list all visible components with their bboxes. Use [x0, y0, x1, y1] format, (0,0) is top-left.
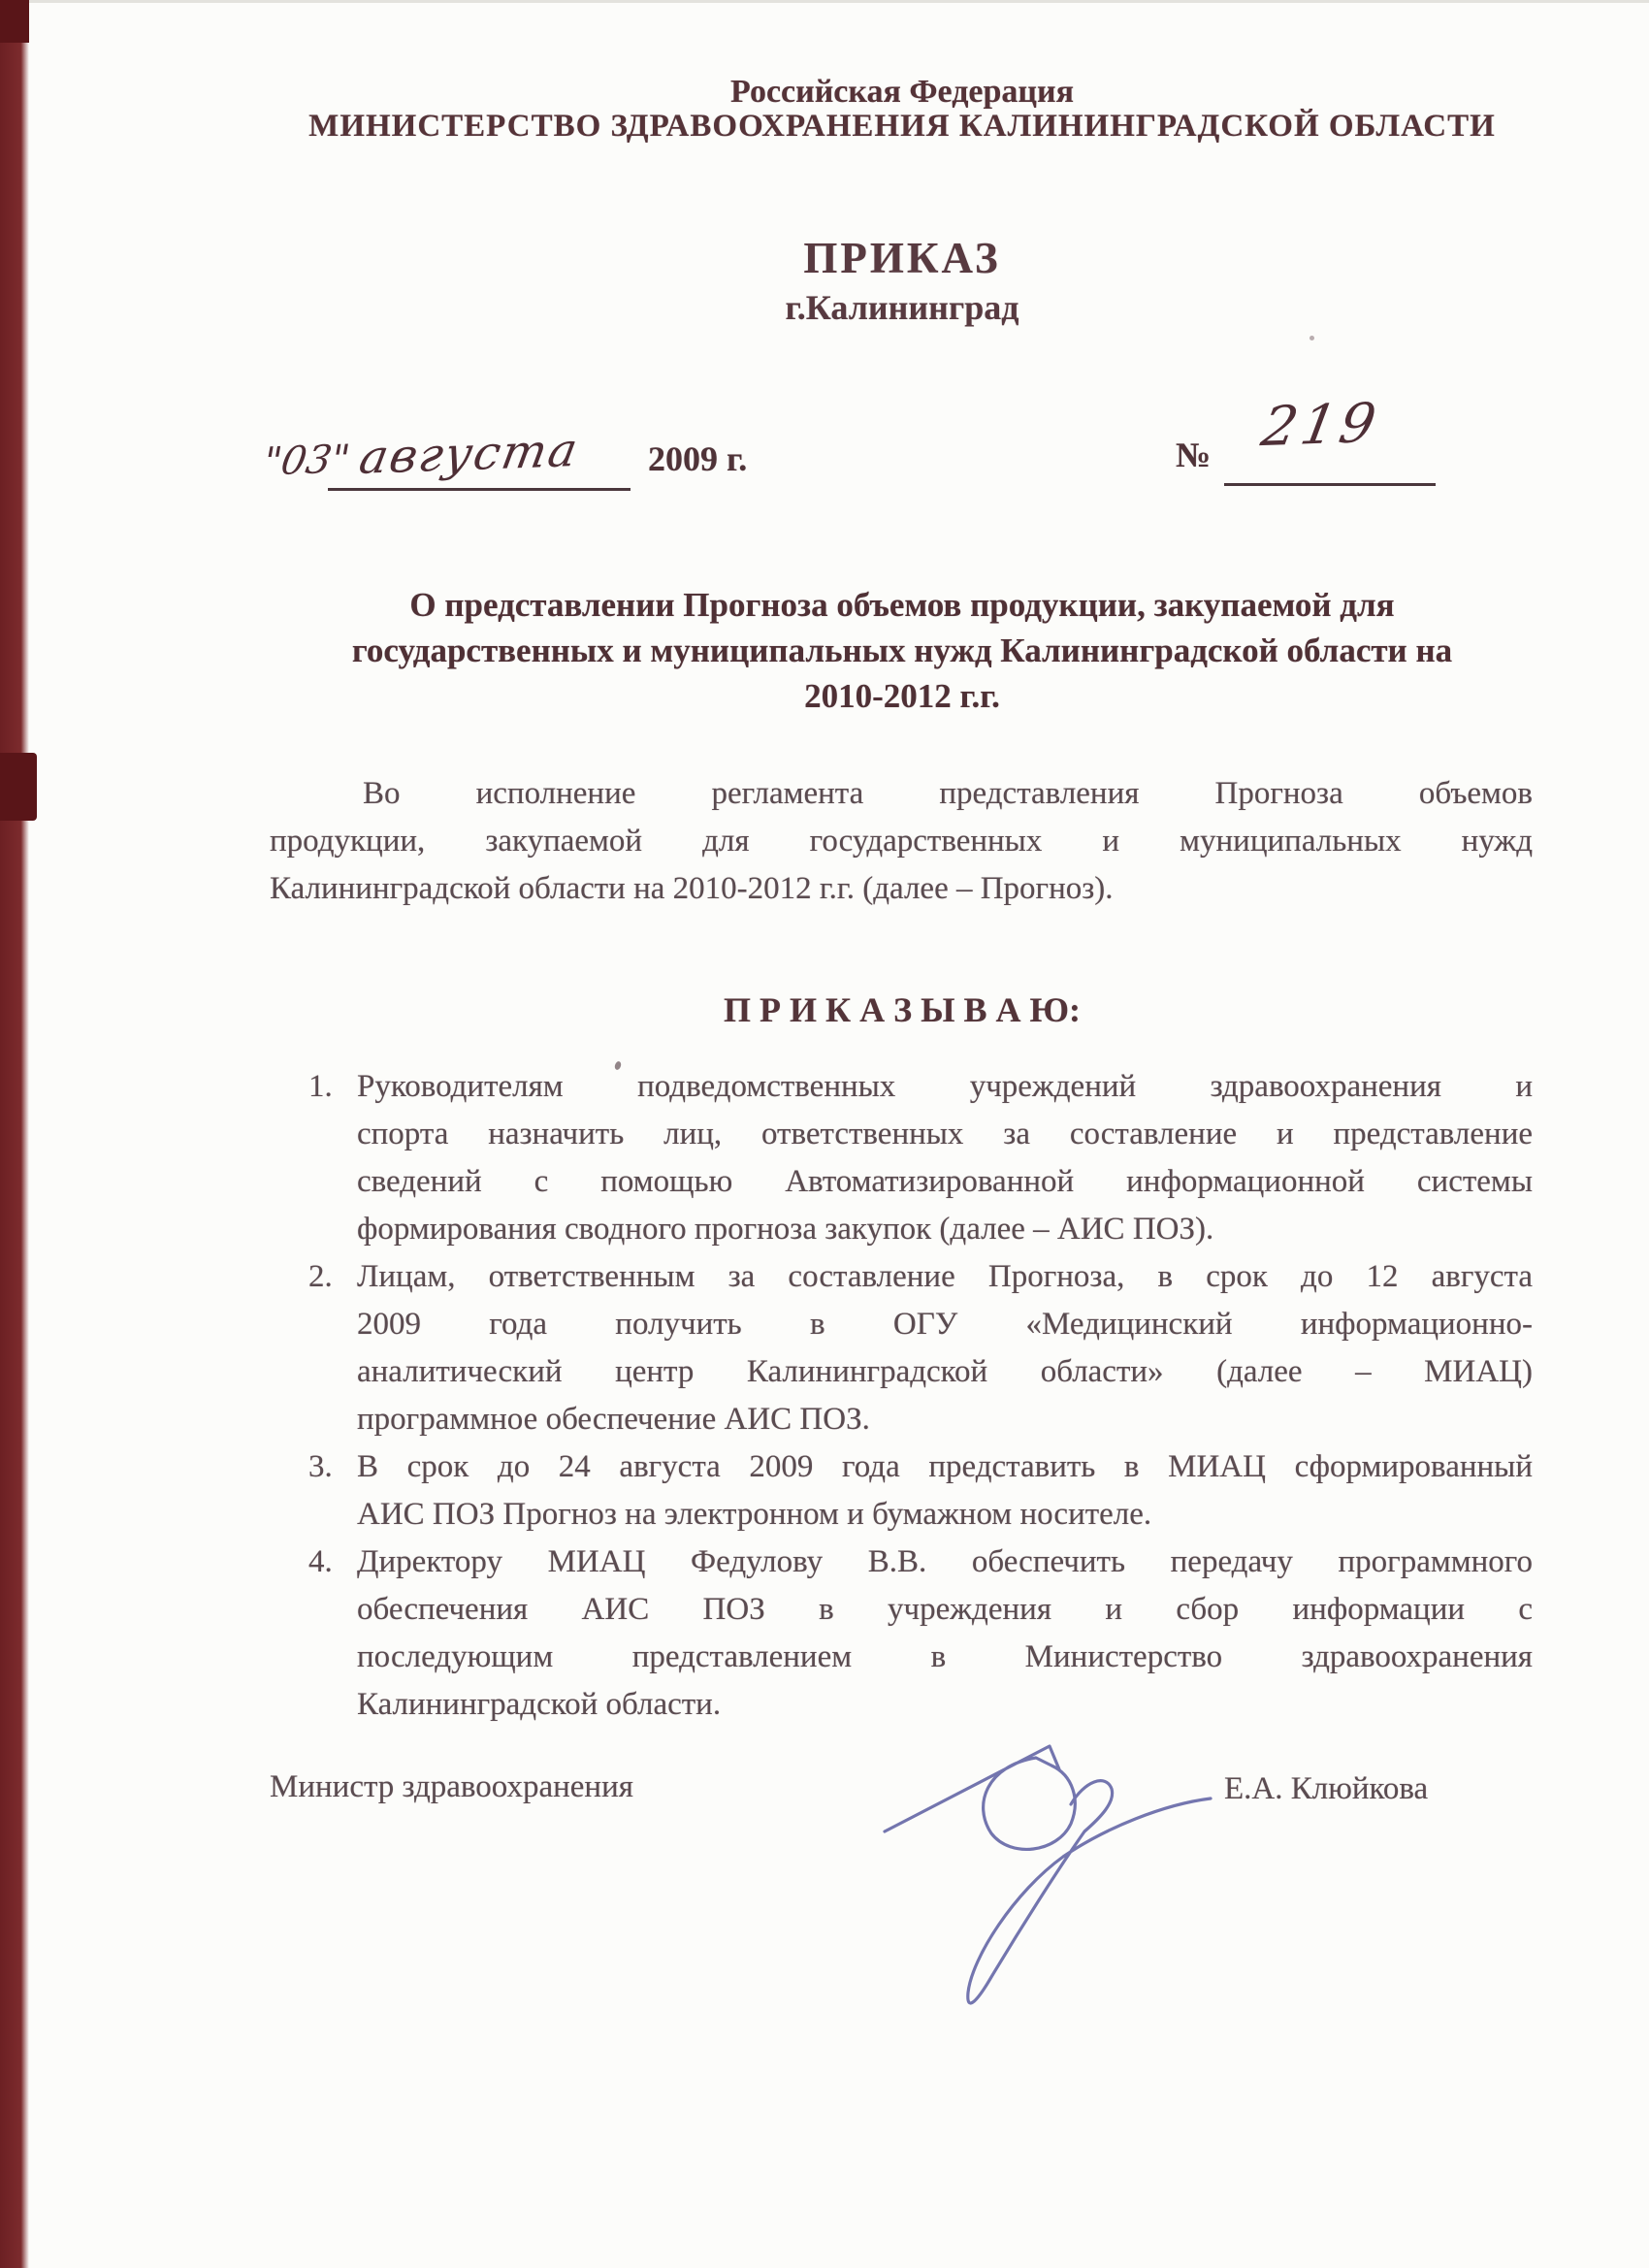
- header-ministry-line: МИНИСТЕРСТВО ЗДРАВООХРАНЕНИЯ КАЛИНИНГРАДСКОЙ ОБЛАСТИ: [308, 109, 1496, 144]
- minister-name: Е.А. Клюйкова: [1224, 1771, 1429, 1806]
- order-item-4: [308, 1539, 1533, 1729]
- order-number-handwritten: 219: [1256, 391, 1385, 460]
- order-item-3: [308, 1443, 1533, 1539]
- item-line: АИС ПОЗ Прогноз на электронном и бумажном носителе.: [357, 1497, 1152, 1532]
- item-line: формирования сводного прогноза закупок (далее – АИС ПОЗ).: [357, 1212, 1214, 1247]
- item-number: 3.: [308, 1449, 333, 1484]
- scan-left-edge-artifact: [0, 0, 29, 2268]
- document-city: г.Калининград: [785, 288, 1019, 327]
- order-item-1: [308, 1063, 1533, 1253]
- item-number: 4.: [308, 1544, 333, 1579]
- scan-edge-dark-segment: [0, 753, 37, 821]
- intro-line: Во исполнение регламента представления Прогноза объемов: [363, 776, 1533, 811]
- date-day-handwritten: "03": [259, 437, 354, 485]
- item-line: программное обеспечение АИС ПОЗ.: [357, 1402, 870, 1437]
- item-number: 2.: [308, 1259, 333, 1294]
- order-title-line: государственных и муниципальных нужд Калининградской области на: [351, 632, 1453, 669]
- item-line: последующим представлением в Министерство здравоохранения: [357, 1639, 1533, 1674]
- order-title-line: О представлении Прогноза объемов продукции, закупаемой для: [409, 586, 1395, 624]
- item-line: спорта назначить лиц, ответственных за составление и представление: [357, 1117, 1533, 1151]
- intro-paragraph: [270, 770, 1533, 913]
- minister-position-label: Министр здравоохранения: [270, 1769, 633, 1804]
- order-number-underline: [1224, 483, 1436, 486]
- date-underline: [328, 488, 630, 491]
- item-line: 2009 года получить в ОГУ «Медицинский информационно-: [357, 1307, 1533, 1342]
- order-item-2: [308, 1253, 1533, 1443]
- date-month-handwritten: августа: [355, 423, 584, 485]
- signature-scribble: [854, 1725, 1242, 2035]
- item-line: В срок до 24 августа 2009 года представить в МИАЦ сформированный: [357, 1449, 1533, 1484]
- order-title: [165, 582, 1639, 719]
- item-line: аналитический центр Калининградской области» (далее – МИАЦ): [357, 1354, 1533, 1389]
- item-line: Руководителям подведомственных учреждений здравоохранения и: [357, 1069, 1533, 1104]
- item-line: Лицам, ответственным за составление Прогноза, в срок до 12 августа: [357, 1259, 1533, 1294]
- intro-line: Калининградской области на 2010-2012 г.г. (далее – Прогноз).: [270, 871, 1114, 906]
- header-country-line: Российская Федерация: [730, 74, 1074, 110]
- scan-edge-dark-segment: [0, 0, 29, 43]
- order-title-line: 2010-2012 г.г.: [804, 677, 1000, 715]
- item-line: сведений с помощью Автоматизированной информационной системы: [357, 1164, 1533, 1199]
- order-directives-list: [308, 1063, 1533, 1729]
- item-line: Директору МИАЦ Федулову В.В. обеспечить передачу программного: [357, 1544, 1533, 1579]
- order-command-heading: П Р И К А З Ы В А Ю:: [724, 990, 1081, 1029]
- document-type-title: ПРИКАЗ: [803, 234, 1001, 282]
- item-number: 1.: [308, 1069, 333, 1104]
- item-line: обеспечения АИС ПОЗ в учреждения и сбор информации с: [357, 1592, 1533, 1627]
- scan-speck: [1310, 336, 1314, 340]
- item-line: Калининградской области.: [357, 1687, 722, 1722]
- order-number-sign: №: [1176, 436, 1212, 474]
- intro-line: продукции, закупаемой для государственных и муниципальных нужд: [270, 824, 1533, 859]
- date-year-printed: 2009 г.: [648, 439, 748, 478]
